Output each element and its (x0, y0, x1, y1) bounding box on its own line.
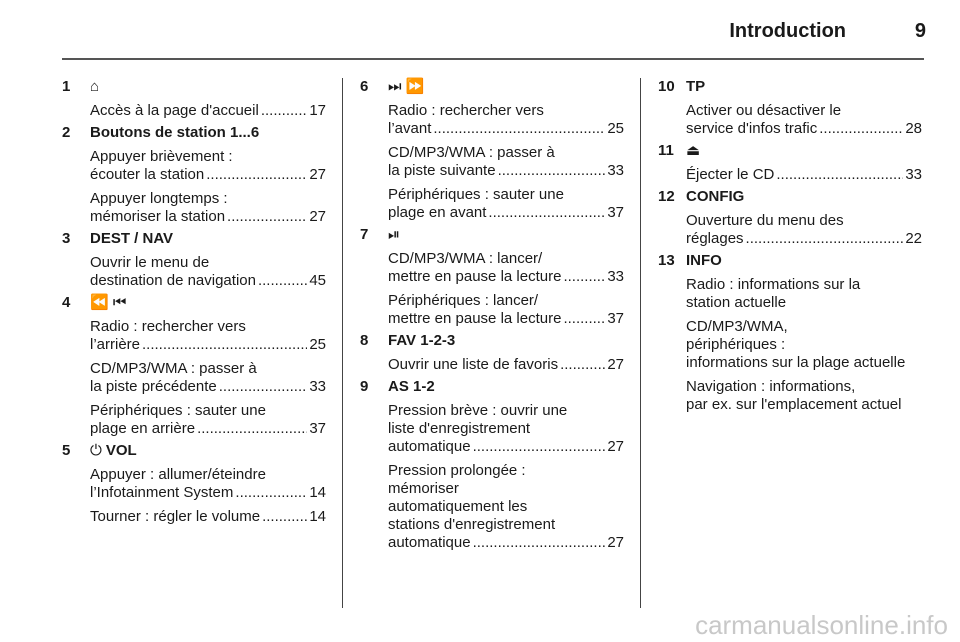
reference-page: 27 (309, 208, 326, 225)
description (90, 360, 326, 396)
page-reference (686, 166, 922, 184)
dot-leader (235, 484, 307, 502)
description (686, 378, 922, 414)
reference-page: 22 (905, 230, 922, 247)
column-divider-1 (342, 78, 343, 608)
description-line: liste d'enregistrement (388, 420, 531, 437)
control-entry (658, 142, 922, 184)
reference-text: automatique (388, 534, 471, 551)
description-line: Pression brève : ouvrir une (388, 402, 568, 419)
reference-text: l’arrière (90, 336, 141, 353)
page-reference (388, 204, 624, 222)
description-line: CD/MP3/WMA, (686, 318, 788, 335)
home-icon: ⌂ (90, 78, 100, 95)
power-icon: ⏻ (90, 442, 102, 459)
reference-text: mettre en pause la lecture (388, 268, 562, 285)
reference-text: l’Infotainment System (90, 484, 234, 501)
control-heading (686, 252, 922, 270)
control-heading (90, 78, 326, 96)
control-label: Boutons de station 1...6 (90, 124, 260, 141)
reference-page: 33 (607, 268, 624, 285)
dot-leader (819, 120, 903, 138)
column-2 (360, 78, 624, 556)
dot-leader (142, 336, 307, 354)
dot-leader (473, 534, 606, 552)
control-number: 12 (658, 188, 675, 205)
reference-text: plage en arrière (90, 420, 196, 437)
description-line: mémoriser (388, 480, 459, 497)
description-line: automatiquement les (388, 498, 528, 515)
description (90, 102, 326, 120)
description (388, 356, 624, 374)
reference-page: 37 (309, 420, 326, 437)
reference-text: Éjecter le CD (686, 166, 775, 183)
control-entry (62, 78, 326, 120)
description (686, 102, 922, 138)
control-number: 6 (360, 78, 369, 95)
dot-leader (560, 356, 605, 374)
page-number: 9 (914, 20, 926, 42)
page-reference (90, 508, 326, 526)
reference-page: 27 (607, 356, 624, 373)
description-line: CD/MP3/WMA : passer à (90, 360, 257, 377)
control-entry (360, 378, 624, 552)
header-divider (62, 58, 924, 60)
description (90, 254, 326, 290)
reference-text: automatique (388, 438, 471, 455)
control-entry (62, 294, 326, 438)
control-entry (62, 124, 326, 226)
dot-leader (498, 162, 606, 180)
control-heading (686, 188, 922, 206)
page-reference (90, 484, 326, 502)
description-line: station actuelle (686, 294, 787, 311)
reference-page: 33 (905, 166, 922, 183)
page-reference (90, 272, 326, 290)
dot-leader (262, 508, 307, 526)
description-line: Navigation : informations, (686, 378, 856, 395)
control-entry (360, 78, 624, 222)
reference-page: 33 (607, 162, 624, 179)
control-heading (90, 124, 326, 142)
description (90, 190, 326, 226)
column-1 (62, 78, 326, 530)
control-number: 4 (62, 294, 71, 311)
control-heading (90, 230, 326, 248)
control-label: AS 1-2 (388, 378, 435, 395)
reference-page: 33 (309, 378, 326, 395)
control-number: 11 (658, 142, 674, 159)
reference-text: mémoriser la station (90, 208, 226, 225)
control-heading (388, 78, 624, 96)
control-number: 7 (360, 226, 369, 243)
page-reference (388, 162, 624, 180)
control-number: 9 (360, 378, 369, 395)
description-line: Appuyer longtemps : (90, 190, 228, 207)
description-line: Ouverture du menu des (686, 212, 844, 229)
reference-text: réglages (686, 230, 744, 247)
dot-leader (227, 208, 307, 226)
reference-page: 37 (607, 204, 624, 221)
dot-leader (473, 438, 606, 456)
control-label: TP (686, 78, 706, 95)
dot-leader (206, 166, 307, 184)
control-heading (388, 226, 624, 244)
reference-page: 28 (905, 120, 922, 137)
control-entry (62, 230, 326, 290)
control-number: 5 (62, 442, 71, 459)
description-line: stations d'enregistrement (388, 516, 556, 533)
control-number: 2 (62, 124, 71, 141)
seek-forward-icon: ⏭ ⏩ (388, 78, 425, 95)
description-line: Périphériques : sauter une (90, 402, 266, 419)
control-label: VOL (105, 442, 137, 459)
description-line: Périphériques : sauter une (388, 186, 564, 203)
page-reference (388, 534, 624, 552)
reference-page: 14 (309, 508, 326, 525)
page-reference (90, 208, 326, 226)
control-label: FAV 1-2-3 (388, 332, 456, 349)
reference-page: 27 (309, 166, 326, 183)
control-number: 1 (62, 78, 71, 95)
seek-back-icon: ⏪ ⏮ (90, 294, 127, 311)
dot-leader (563, 310, 605, 328)
dot-leader (488, 204, 605, 222)
description (686, 212, 922, 248)
page-reference (388, 120, 624, 138)
page-reference (686, 120, 922, 138)
page-reference (90, 378, 326, 396)
description (90, 402, 326, 438)
description-line: Pression prolongée : (388, 462, 526, 479)
dot-leader (776, 166, 903, 184)
description-line: Radio : informations sur la (686, 276, 861, 293)
description-line: Ouvrir le menu de (90, 254, 210, 271)
description (90, 148, 326, 184)
page-reference (90, 420, 326, 438)
reference-page: 45 (309, 272, 326, 289)
page-reference (90, 336, 326, 354)
reference-page: 25 (309, 336, 326, 353)
page-reference (686, 230, 922, 248)
control-entry (360, 332, 624, 374)
description (686, 276, 922, 312)
description (388, 144, 624, 180)
control-number: 3 (62, 230, 71, 247)
control-label: DEST / NAV (90, 230, 174, 247)
page-reference (388, 268, 624, 286)
description-line: CD/MP3/WMA : lancer/ (388, 250, 543, 267)
description-line: Appuyer brièvement : (90, 148, 233, 165)
control-heading (90, 442, 326, 460)
reference-page: 27 (607, 438, 624, 455)
description (686, 318, 922, 372)
page-reference (90, 102, 326, 120)
page-reference (388, 438, 624, 456)
reference-page: 25 (607, 120, 624, 137)
dot-leader (261, 102, 308, 120)
control-entry (360, 226, 624, 328)
description (388, 250, 624, 286)
reference-text: Ouvrir une liste de favoris (388, 356, 559, 373)
control-entry (62, 442, 326, 526)
reference-page: 17 (309, 102, 326, 119)
reference-text: mettre en pause la lecture (388, 310, 562, 327)
control-entry (658, 78, 922, 138)
description-line: CD/MP3/WMA : passer à (388, 144, 555, 161)
description-line: par ex. sur l'emplacement actuel (686, 396, 902, 413)
reference-text: plage en avant (388, 204, 487, 221)
control-heading (388, 332, 624, 350)
control-label: CONFIG (686, 188, 745, 205)
reference-text: Accès à la page d'accueil (90, 102, 259, 119)
control-heading (388, 378, 624, 396)
reference-page: 14 (309, 484, 326, 501)
dot-leader (258, 272, 307, 290)
control-heading (90, 294, 326, 312)
description (686, 166, 922, 184)
description (90, 466, 326, 502)
reference-text: la piste précédente (90, 378, 217, 395)
description (388, 102, 624, 138)
description (388, 292, 624, 328)
dot-leader (746, 230, 904, 248)
dot-leader (563, 268, 605, 286)
reference-text: la piste suivante (388, 162, 496, 179)
description (388, 402, 624, 456)
dot-leader (219, 378, 308, 396)
description-line: périphériques : (686, 336, 786, 353)
eject-icon: ⏏ (686, 142, 701, 159)
dot-leader (197, 420, 307, 438)
column-3 (658, 78, 922, 418)
control-heading (686, 78, 922, 96)
page-reference (388, 310, 624, 328)
description-line: Radio : rechercher vers (388, 102, 544, 119)
watermark: carmanualsonline.info (695, 610, 948, 640)
description-line: Activer ou désactiver le (686, 102, 842, 119)
description-line: informations sur la plage actuelle (686, 354, 906, 371)
play-pause-icon: ⏯ (388, 226, 401, 243)
description (388, 462, 624, 552)
reference-page: 27 (607, 534, 624, 551)
description (90, 508, 326, 526)
control-entry (658, 252, 922, 414)
control-number: 10 (658, 78, 675, 95)
reference-page: 37 (607, 310, 624, 327)
page-reference (388, 356, 624, 374)
control-heading (686, 142, 922, 160)
description-line: Radio : rechercher vers (90, 318, 246, 335)
reference-text: service d'infos trafic (686, 120, 818, 137)
control-number: 13 (658, 252, 675, 269)
reference-text: Tourner : régler le volume (90, 508, 261, 525)
dot-leader (433, 120, 605, 138)
reference-text: écouter la station (90, 166, 205, 183)
description-line: Périphériques : lancer/ (388, 292, 539, 309)
control-label: INFO (686, 252, 722, 269)
reference-text: l’avant (388, 120, 432, 137)
description-line: Appuyer : allumer/éteindre (90, 466, 266, 483)
reference-text: destination de navigation (90, 272, 256, 289)
column-divider-2 (640, 78, 641, 608)
page-title: Introduction (729, 20, 846, 42)
control-number: 8 (360, 332, 369, 349)
description (388, 186, 624, 222)
control-entry (658, 188, 922, 248)
page-reference (90, 166, 326, 184)
description (90, 318, 326, 354)
